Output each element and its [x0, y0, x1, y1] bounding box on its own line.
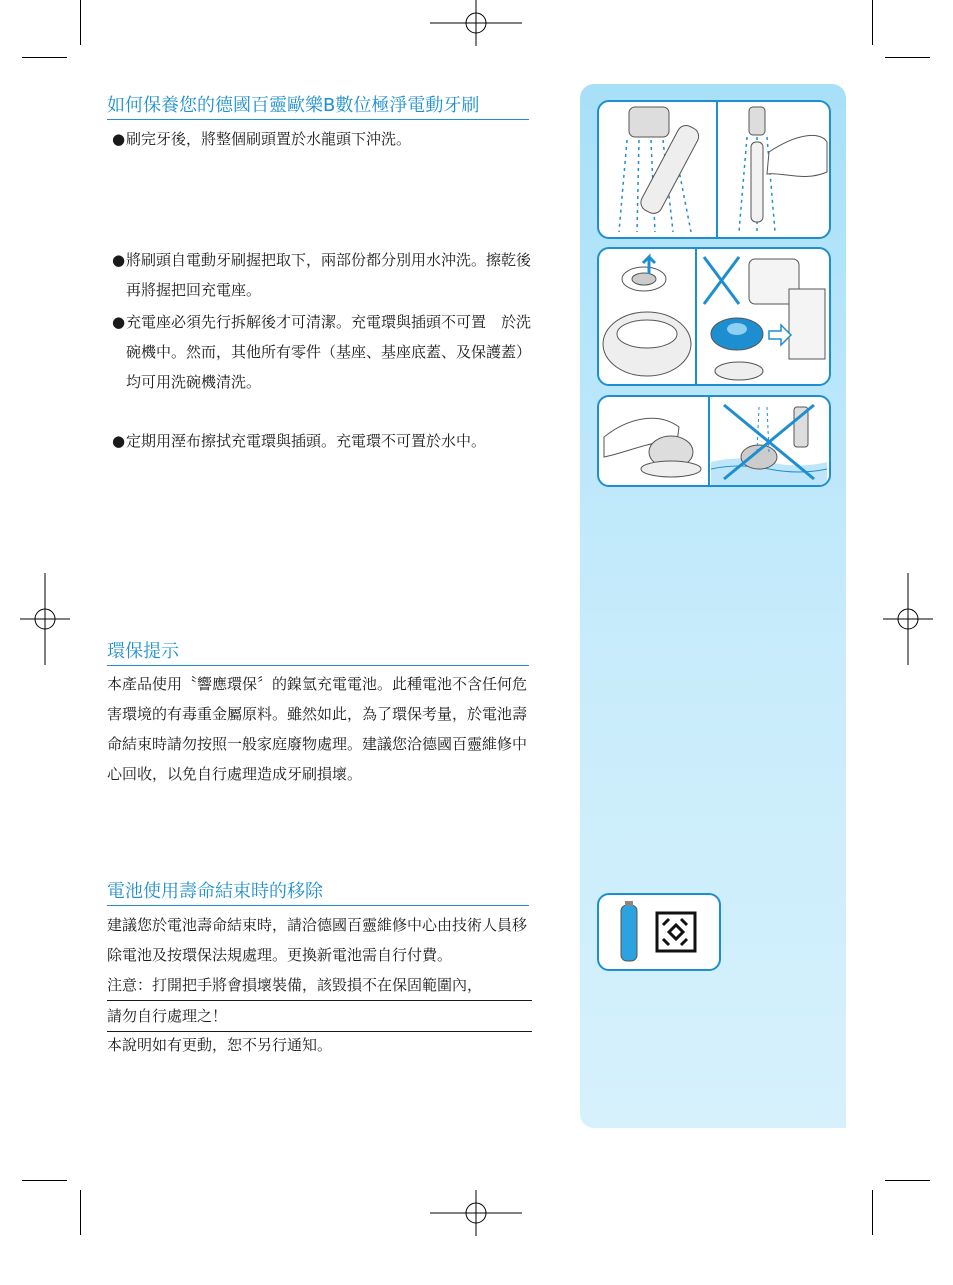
care-bullet-text: 將刷頭自電動牙刷握把取下，兩部份都分別用水沖洗。擦乾後再將握把回充電座。	[126, 251, 532, 299]
recycle-icon	[657, 913, 695, 951]
registration-mark-left	[20, 573, 70, 665]
care-bullet-text: 定期用溼布擦拭充電環與插頭。充電環不可置於水中。	[126, 432, 487, 450]
care-heading: 如何保養您的德國百靈歐樂B數位極淨電動牙刷	[107, 95, 529, 120]
notice-line-1: 注意：打開把手將會損壞裝備，該毀損不在保固範圍內，	[107, 970, 532, 1001]
bullet-dot: ●	[112, 130, 126, 148]
wipe-charger-illustration	[599, 397, 829, 485]
disassemble-charger-illustration	[599, 249, 829, 384]
recycle-illustration-box	[597, 893, 721, 971]
bullet-dot: ●	[112, 313, 126, 331]
illustration-panel	[580, 84, 846, 1128]
footer-note: 本說明如有更動，恕不另行通知。	[107, 1036, 333, 1054]
care-bullet-text: 刷完牙後，將整個刷頭置於水龍頭下沖洗。	[126, 130, 412, 148]
bullet-dot: ●	[112, 432, 126, 450]
disassemble-illustration-box	[597, 247, 831, 386]
wipe-illustration-box	[597, 395, 831, 487]
env-heading: 環保提示	[107, 641, 529, 666]
care-bullet-1	[112, 124, 532, 154]
care-bullet-4	[112, 426, 532, 456]
battery-notice	[107, 970, 532, 1032]
care-bullet-text: 充電座必須先行拆解後才可清潔。充電環與插頭不可置 於洗碗機中。然而，其他所有零件（基座、基座底蓋、及保護蓋）均可用洗碗機清洗。	[126, 313, 532, 391]
bullet-dot: ●	[112, 251, 126, 269]
battery-body: 建議您於電池壽命結束時，請洽德國百靈維修中心由技術人員移除電池及按環保法規處理。更換新電池需自行付費。	[107, 916, 528, 964]
rinse-illustration-box	[597, 100, 831, 239]
care-bullet-3	[112, 307, 532, 397]
registration-mark-top	[430, 0, 522, 48]
notice-line-2: 請勿自行處理之！	[107, 1001, 532, 1032]
battery-icon	[621, 901, 637, 961]
rinse-brush-head-illustration	[599, 102, 829, 237]
care-bullet-2	[112, 245, 532, 305]
registration-mark-right	[883, 573, 933, 665]
env-body: 本產品使用〝響應環保〞的鎳氫充電電池。此種電池不含任何危害環境的有毒重金屬原料。雖然如此，為了環保考量，於電池壽命結束時請勿按照一般家庭廢物處理。建議您洽德國百靈維修中心回收，以免自行處理造成牙刷損壞。	[107, 675, 528, 783]
battery-heading: 電池使用壽命結束時的移除	[107, 881, 529, 906]
registration-mark-bottom	[430, 1190, 522, 1238]
